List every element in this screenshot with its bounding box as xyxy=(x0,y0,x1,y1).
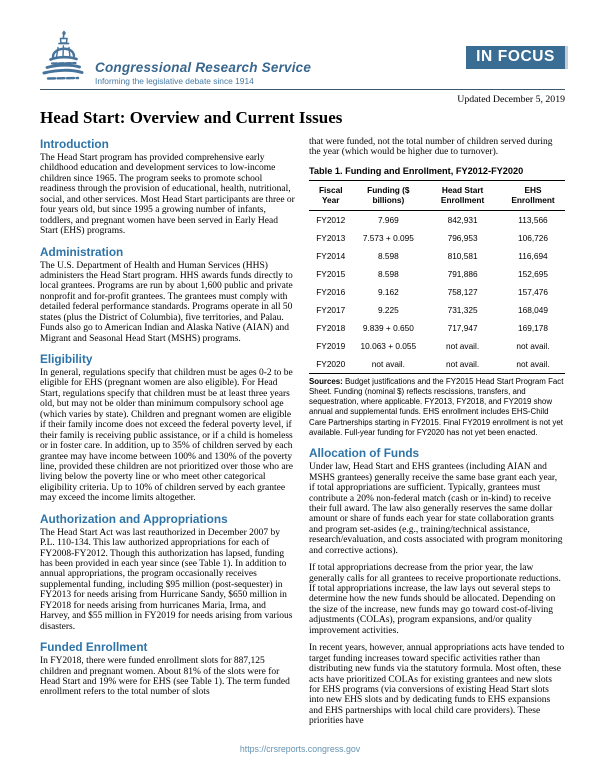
logo-text xyxy=(95,60,311,89)
page-title: Head Start: Overview and Current Issues xyxy=(40,108,343,127)
table-cell: not avail. xyxy=(371,358,405,369)
section-heading-funded-enrollment: Funded Enrollment xyxy=(40,640,148,655)
table-cell: not avail. xyxy=(516,340,550,351)
table-cell: 731,325 xyxy=(447,304,478,315)
col-header-fiscal-year: Fiscal Year xyxy=(309,180,353,210)
content-columns xyxy=(40,137,565,731)
table-cell: FY2020 xyxy=(316,358,346,369)
col-header-ehs-enrollment: EHS Enrollment xyxy=(501,180,565,210)
sources-text: Budget justifications and the FY2015 Head Start Program Fact Sheet. Funding (nominal $) reflects rescissions, transfers, and sequestration, where applicable. FY2013, FY2018, and FY2019 show annual and supplemental funds. EHS enrollment includes EHS-Child Care Partnerships starting in FY2015. Final FY2019 enrollment is not yet available. Full-year funding for FY2020 has not yet been enacted. xyxy=(309,376,564,437)
capitol-dome-icon xyxy=(40,30,86,89)
col-header-funding: Funding ($ billions) xyxy=(353,180,425,210)
paragraph-allocation-3: In recent years, however, annual appropriations acts have tended to target funding increases toward specific activities rather than distributing new funds via the statutory formula. Most often, these acts have prioritized COLAs for existing grantees and new slots for EHS programs (via conversions of existing Head Start slots into new EHS slots and by dedicating funds to EHS expansions and EHS partnerships with local child care providers). These priorities have xyxy=(309,643,565,727)
table-cell: 10.063 + 0.055 xyxy=(360,340,417,351)
table-cell: 717,947 xyxy=(447,322,478,333)
table-cell: FY2013 xyxy=(316,232,346,243)
table-cell: 152,695 xyxy=(517,268,548,279)
paragraph-allocation-1: Under law, Head Start and EHS grantees (including AIAN and MSHS grantees) generally receive the same base grant each year, if total appropriations are sufficient. Typically, grantees must contribute a 20% non-federal match (cash or in-kind) to receive their full award. The law also generally reserves the same dollar amount or share of funds each year for state collaboration grants and program set-asides (e.g., training/technical assistance, research/evaluation, and costs associated with program monitoring and corrective actions). xyxy=(309,462,563,556)
table-cell: 113,566 xyxy=(518,214,548,225)
table-body xyxy=(309,210,565,373)
col-header-head-start-enrollment: Head Start Enrollment xyxy=(424,180,501,210)
header-rule xyxy=(40,89,565,90)
masthead xyxy=(40,30,565,88)
paragraph-allocation-2: If total appropriations decrease from the prior year, the law generally calls for all grantees to receive proportionate reductions. If total appropriations increase, the law lays out several steps to determine how the new funds should be allocated. Depending on the size of the increase, new funds may go toward cost-of-living adjustments (COLAs), program expansions, and/or quality improvement activities. xyxy=(309,563,561,636)
crs-logo xyxy=(40,30,311,89)
section-heading-administration: Administration xyxy=(40,244,124,259)
table-cell: 791,886 xyxy=(447,268,478,279)
section-heading-introduction: Introduction xyxy=(40,137,109,151)
table-row-fy2018 xyxy=(309,319,565,337)
table-cell: 8.598 xyxy=(377,250,399,261)
table-cell: FY2014 xyxy=(316,250,346,261)
table-row-fy2013 xyxy=(309,229,565,247)
table-cell: FY2017 xyxy=(316,304,346,315)
table-cell: 810,581 xyxy=(447,250,478,261)
paragraph-eligibility: In general, regulations specify that children must be ages 0-2 to be eligible for EHS (pregnant women are also eligible). For Head Start, regulations specify that children must be at least three years old, but may not be older than minimum compulsory school age (which varies by state). Children and pregnant women are eligible if their family income does not exceed the federal poverty level, if their family is receiving public assistance, or if a child is homeless or in foster care. In addition, up to 35% of children served by each grantee may have income between 100% and 130% of the poverty line, provided these children are not prioritized over those who are living below the poverty line or who meet other categorical eligibility criteria. Up to 10% of children served by each grantee may exceed the income limits altogether. xyxy=(40,368,293,504)
table-cell: FY2019 xyxy=(316,340,346,351)
table-cell: 9.839 + 0.650 xyxy=(362,322,414,333)
table-cell: 9.225 xyxy=(377,304,399,315)
right-column xyxy=(309,137,565,731)
table-row-fy2012 xyxy=(309,210,565,229)
table-cell: not avail. xyxy=(445,340,480,351)
table-cell: 168,049 xyxy=(517,304,548,315)
table-row-fy2014 xyxy=(309,247,565,265)
in-focus-badge: IN FOCUS xyxy=(466,46,565,69)
section-heading-allocation-of-funds: Allocation of Funds xyxy=(309,446,420,461)
table-cell: FY2018 xyxy=(316,322,346,333)
updated-date: Updated December 5, 2019 xyxy=(457,94,565,105)
table-row-fy2019 xyxy=(309,337,565,355)
table-cell: not avail. xyxy=(516,358,550,369)
table-row-fy2015 xyxy=(309,265,565,283)
paragraph-funded-enrollment: In FY2018, there were funded enrollment slots for 887,125 children and pregnant women. About 81% of the slots were for Head Start and 19% were for EHS (see Table 1). The term funded enrollment refers to the total number of slots xyxy=(40,656,290,698)
table-cell: FY2012 xyxy=(316,214,346,225)
table-title: Table 1. Funding and Enrollment, FY2012-FY2020 xyxy=(309,165,524,176)
table-cell: 116,694 xyxy=(518,250,548,261)
footer-link[interactable]: https://crsreports.congress.gov xyxy=(239,744,361,754)
table-cell: FY2015 xyxy=(316,268,346,279)
table-cell: 157,476 xyxy=(517,286,548,297)
table-cell: 169,178 xyxy=(517,322,548,333)
section-heading-eligibility: Eligibility xyxy=(40,352,93,366)
paragraph-administration: The U.S. Department of Health and Human Services (HHS) administers the Head Start program. HHS awards funds directly to local grantees. Programs are run by about 1,600 public and private nonprofit and for-profit grantees. The grantees must comply with detailed federal performance standards. Programs operate in all 50 states (plus the District of Columbia), five territories, and Palau. Funds also go to American Indian and Alaska Native (AIAN) and Migrant and Seasonal Head Start (MSHS) programs. xyxy=(40,260,293,344)
table-cell: 9.162 xyxy=(377,286,399,297)
table-row-fy2017 xyxy=(309,301,565,319)
logo-title: Congressional Research Service xyxy=(95,60,312,75)
table-row-fy2020 xyxy=(309,355,565,374)
continuation-paragraph: that were funded, not the total number of children served during the year (which would be higher due to turnover). xyxy=(309,137,553,158)
table-cell: 842,931 xyxy=(447,214,478,225)
table-row-fy2016 xyxy=(309,283,565,301)
table-cell: 106,726 xyxy=(517,232,548,243)
table-sources-note xyxy=(309,377,565,439)
table-cell: 7.573 + 0.095 xyxy=(362,232,414,243)
sources-label: Sources: xyxy=(309,376,343,386)
logo-tagline: Informing the legislative debate since 1914 xyxy=(95,76,254,86)
table-cell: 8.598 xyxy=(377,268,399,279)
left-column xyxy=(40,137,296,731)
table-cell: 7.969 xyxy=(377,214,399,225)
section-heading-authorization: Authorization and Appropriations xyxy=(40,511,228,526)
table-cell: FY2016 xyxy=(316,286,346,297)
funding-enrollment-table xyxy=(309,180,565,374)
table-cell: not avail. xyxy=(445,358,480,369)
table-header-row xyxy=(309,180,565,210)
table-cell: 758,127 xyxy=(447,286,478,297)
paragraph-introduction: The Head Start program has provided comprehensive early childhood education and development services to low-income children since 1965. The program seeks to promote school readiness through the provision of educational, health, nutritional, social, and other services. Most Head Start participants are three or four years old, but since 1995 a growing number of infants, toddlers, and pregnant women have been served in Early Head Start (EHS) programs. xyxy=(40,153,295,237)
paragraph-authorization: The Head Start Act was last reauthorized in December 2007 by P.L. 110-134. This law authorized appropriations for each of FY2008-FY2012. Though this authorization has lapsed, funding has been provided in each year since (see Table 1). In addition to annual appropriations, the program occasionally receives supplemental funding, including $95 million (post-sequester) in FY2013 for needs arising from Hurricane Sandy, $650 million in FY2018 for needs arising from hurricanes Maria, Irma, and Harvey, and $55 million in FY2019 for needs arising from various disasters. xyxy=(40,527,293,632)
table-header xyxy=(309,180,565,210)
table-cell: 796,953 xyxy=(447,232,478,243)
